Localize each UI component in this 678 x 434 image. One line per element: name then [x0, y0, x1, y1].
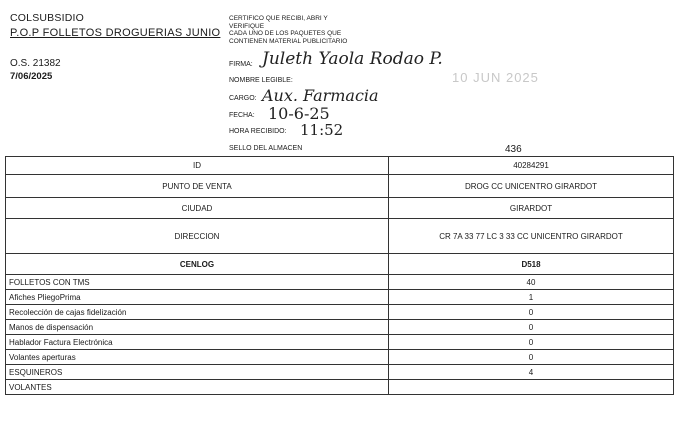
row-value: GIRARDOT: [389, 198, 674, 219]
row-label: PUNTO DE VENTA: [6, 175, 389, 198]
item-quantity: 4: [389, 365, 674, 380]
row-label: CIUDAD: [6, 198, 389, 219]
item-label: Afiches PliegoPrima: [6, 290, 389, 305]
signature: Juleth Yaola Rodao P.: [262, 49, 443, 69]
item-label: Manos de dispensación: [6, 320, 389, 335]
item-label: Volantes aperturas: [6, 350, 389, 365]
table-row: [6, 219, 674, 254]
item-row: [6, 290, 674, 305]
receipt-stamp: 10 JUN 2025: [452, 70, 539, 85]
document-date: 7/06/2025: [10, 71, 53, 82]
fecha-value: 10-6-25: [268, 104, 330, 123]
cert-line: CERTIFICO QUE RECIBI, ABRI Y: [229, 15, 328, 22]
item-row: [6, 365, 674, 380]
row-value: D518: [389, 254, 674, 275]
firma-label: FIRMA:: [229, 61, 253, 68]
row-label: CENLOG: [6, 254, 389, 275]
cargo-value: Aux. Farmacia: [262, 86, 379, 105]
row-value: DROG CC UNICENTRO GIRARDOT: [389, 175, 674, 198]
row-value: CR 7A 33 77 LC 3 33 CC UNICENTRO GIRARDOT: [389, 219, 674, 254]
item-label: Hablador Factura Electrónica: [6, 335, 389, 350]
hora-label: HORA RECIBIDO:: [229, 128, 287, 135]
fecha-label: FECHA:: [229, 112, 255, 119]
sheet-number: 436: [505, 144, 522, 155]
table-row: [6, 175, 674, 198]
table-row: [6, 254, 674, 275]
item-label: ESQUINEROS: [6, 365, 389, 380]
cert-line: CONTIENEN MATERIAL PUBLICITARIO: [229, 37, 348, 45]
item-row: [6, 320, 674, 335]
company-name: COLSUBSIDIO: [10, 12, 84, 24]
row-label: DIRECCION: [6, 219, 389, 254]
document-subtitle: P.O.P FOLLETOS DROGUERIAS JUNIO: [10, 27, 221, 39]
delivery-table: [5, 156, 674, 395]
item-row: [6, 350, 674, 365]
item-quantity: [389, 380, 674, 395]
row-value: 40284291: [389, 157, 674, 175]
item-quantity: 40: [389, 275, 674, 290]
order-number: O.S. 21382: [10, 58, 61, 69]
item-row: [6, 275, 674, 290]
item-quantity: 0: [389, 320, 674, 335]
cert-line: VERIFIQUE: [229, 22, 265, 30]
nombre-label: NOMBRE LEGIBLE:: [229, 77, 293, 84]
item-row: [6, 305, 674, 320]
cert-line: CADA UNO DE LOS PAQUETES QUE: [229, 30, 342, 37]
item-label: VOLANTES: [6, 380, 389, 395]
cargo-label: CARGO:: [229, 95, 257, 102]
item-quantity: 0: [389, 350, 674, 365]
item-quantity: 0: [389, 335, 674, 350]
item-row: [6, 380, 674, 395]
certificate-text: [229, 15, 399, 45]
item-row: [6, 335, 674, 350]
item-quantity: 0: [389, 305, 674, 320]
hora-value: 11:52: [300, 121, 344, 139]
sello-label: SELLO DEL ALMACEN: [229, 145, 303, 152]
table-row: [6, 157, 674, 175]
row-label: ID: [6, 157, 389, 175]
table-row: [6, 198, 674, 219]
item-quantity: 1: [389, 290, 674, 305]
item-label: FOLLETOS CON TMS: [6, 275, 389, 290]
item-label: Recolección de cajas fidelización: [6, 305, 389, 320]
